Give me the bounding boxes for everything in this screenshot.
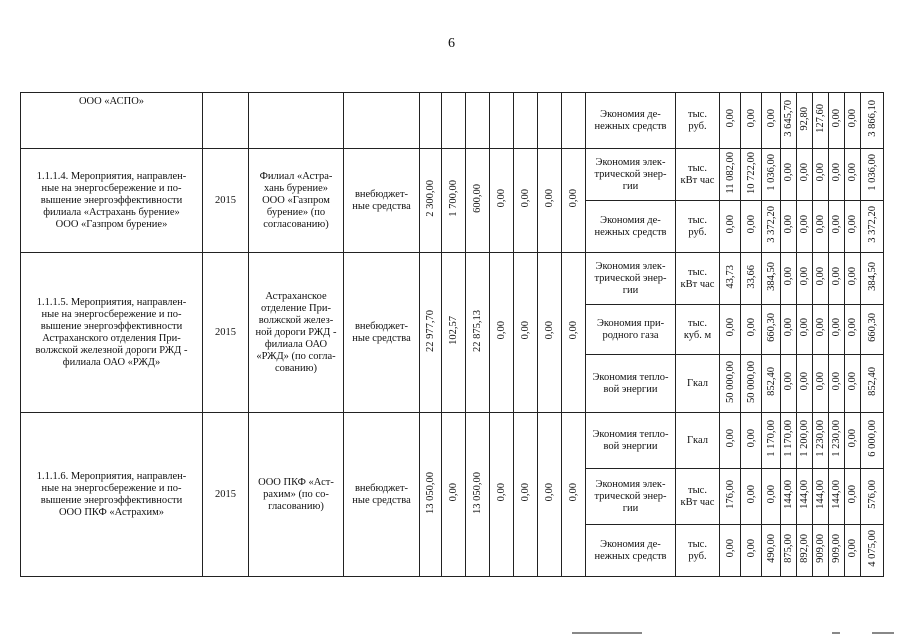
value-cell-text: 0,00 <box>831 267 842 286</box>
funding-cell <box>490 253 514 413</box>
value-cell <box>781 525 797 577</box>
indicator-cell: Экономия элек- трической энер- гии <box>586 469 676 525</box>
value-cell-text: 0,00 <box>724 109 736 128</box>
value-cell <box>845 305 861 355</box>
value-cell-text: 384,50 <box>866 262 878 291</box>
value-cell-text: 0,00 <box>783 372 794 391</box>
value-cell-text: 0,00 <box>724 318 736 337</box>
value-cell-text: 576,00 <box>866 480 878 509</box>
executor-cell: Филиал «Астра- хань бурение» ООО «Газпром бурение» (по согласованию) <box>249 149 344 253</box>
value-cell <box>813 253 829 305</box>
funding-cell <box>420 253 442 413</box>
value-cell-text: 50 000,00 <box>724 360 736 403</box>
value-cell-text: 0,00 <box>847 485 858 504</box>
funding-cell <box>420 413 442 577</box>
value-cell-text: 0,00 <box>847 429 858 448</box>
funding-cell <box>514 413 538 577</box>
value-cell-text: 92,80 <box>799 106 810 131</box>
value-cell <box>720 149 741 201</box>
value-cell-text: 1 230,00 <box>831 420 842 457</box>
value-cell-text: 1 230,00 <box>815 420 826 457</box>
value-cell <box>781 355 797 413</box>
indicator-cell: Экономия де- нежных средств <box>586 93 676 149</box>
value-cell <box>813 469 829 525</box>
indicator-cell: Экономия элек- трической энер- гии <box>586 253 676 305</box>
value-cell-text: 3 866,10 <box>866 100 878 137</box>
funding-cell <box>466 253 490 413</box>
value-cell-text: 1 036,00 <box>866 154 878 191</box>
value-cell-text: 0,00 <box>831 109 842 128</box>
executor-cell: Астраханское отделение При- волжской желез- ной дороги РЖД - филиала ОАО «РЖД» (по согла- сованию) <box>249 253 344 413</box>
value-cell <box>781 305 797 355</box>
value-cell <box>781 413 797 469</box>
value-cell <box>797 149 813 201</box>
value-cell <box>861 355 884 413</box>
value-cell <box>829 525 845 577</box>
value-cell <box>813 149 829 201</box>
value-cell <box>813 201 829 253</box>
value-cell-text: 909,00 <box>815 534 826 563</box>
value-cell <box>720 253 741 305</box>
value-cell-text: 909,00 <box>831 534 842 563</box>
value-cell-text: 0,00 <box>831 163 842 182</box>
source-cell <box>344 93 420 149</box>
funding-cell <box>466 93 490 149</box>
value-cell-text: 0,00 <box>831 215 842 234</box>
value-cell-text: 0,00 <box>847 318 858 337</box>
value-cell <box>781 149 797 201</box>
value-cell <box>781 93 797 149</box>
value-cell <box>813 355 829 413</box>
funding-cell <box>466 413 490 577</box>
value-cell <box>797 253 813 305</box>
action-cell: ООО «АСПО» <box>21 93 203 149</box>
value-cell <box>720 305 741 355</box>
value-cell-text: 0,00 <box>847 372 858 391</box>
unit-cell: Гкал <box>676 413 720 469</box>
value-cell-text: 852,40 <box>765 367 777 396</box>
value-cell <box>813 413 829 469</box>
funding-cell <box>538 149 562 253</box>
unit-cell: тыс. кВт час <box>676 149 720 201</box>
value-cell <box>797 355 813 413</box>
value-cell <box>720 525 741 577</box>
funding-cell <box>442 93 466 149</box>
value-cell <box>797 469 813 525</box>
value-cell <box>861 93 884 149</box>
value-cell <box>797 413 813 469</box>
value-cell <box>861 469 884 525</box>
value-cell <box>762 149 781 201</box>
value-cell-text: 0,00 <box>783 318 794 337</box>
funding-cell <box>466 149 490 253</box>
source-cell: внебюджет- ные средства <box>344 253 420 413</box>
value-cell <box>813 305 829 355</box>
funding-cell-text: 600,00 <box>472 184 483 213</box>
value-cell-text: 660,30 <box>765 313 777 342</box>
value-cell-text: 0,00 <box>815 318 826 337</box>
funding-cell-text: 13 050,00 <box>472 471 483 514</box>
value-cell-text: 4 075,00 <box>866 530 878 567</box>
value-cell-text: 144,00 <box>831 480 842 509</box>
value-cell <box>829 253 845 305</box>
value-cell-text: 11 082,00 <box>724 151 736 194</box>
funding-cell <box>562 149 586 253</box>
value-cell <box>762 93 781 149</box>
unit-cell: Гкал <box>676 355 720 413</box>
funding-cell-text: 0,00 <box>568 483 579 502</box>
indicator-cell: Экономия элек- трической энер- гии <box>586 149 676 201</box>
funding-cell-text: 0,00 <box>496 321 507 340</box>
value-cell-text: 0,00 <box>815 267 826 286</box>
unit-cell: тыс. кВт час <box>676 469 720 525</box>
value-cell-text: 384,50 <box>765 262 777 291</box>
value-cell <box>781 201 797 253</box>
value-cell <box>797 525 813 577</box>
value-cell-text: 176,00 <box>724 480 736 509</box>
funding-cell <box>538 253 562 413</box>
value-cell-text: 0,00 <box>745 215 757 234</box>
value-cell-text: 892,00 <box>799 534 810 563</box>
table-row <box>21 413 884 469</box>
value-cell-text: 0,00 <box>815 372 826 391</box>
value-cell-text: 490,00 <box>765 534 777 563</box>
executor-cell <box>249 93 344 149</box>
value-cell-text: 0,00 <box>847 109 858 128</box>
indicator-cell: Экономия тепло- вой энергии <box>586 413 676 469</box>
value-cell <box>762 525 781 577</box>
source-cell: внебюджет- ные средства <box>344 149 420 253</box>
value-cell <box>797 93 813 149</box>
funding-cell-text: 0,00 <box>544 483 555 502</box>
value-cell <box>829 149 845 201</box>
value-cell-text: 0,00 <box>799 163 810 182</box>
unit-cell: тыс. руб. <box>676 93 720 149</box>
value-cell <box>762 253 781 305</box>
value-cell <box>741 149 762 201</box>
action-cell: 1.1.1.6. Мероприятия, направлен- ные на энергосбережение и по- вышение энергоэффективности ООО ПКФ «Астрахим» <box>21 413 203 577</box>
value-cell-text: 0,00 <box>783 267 794 286</box>
value-cell <box>845 525 861 577</box>
value-cell <box>861 149 884 201</box>
funding-cell <box>490 413 514 577</box>
funding-cell-text: 0,00 <box>568 189 579 208</box>
funding-cell <box>514 93 538 149</box>
value-cell-text: 0,00 <box>831 318 842 337</box>
value-cell-text: 0,00 <box>831 372 842 391</box>
value-cell-text: 3 372,20 <box>765 206 777 243</box>
unit-cell: тыс. кВт час <box>676 253 720 305</box>
unit-cell: тыс. руб. <box>676 201 720 253</box>
value-cell <box>845 93 861 149</box>
value-cell-text: 660,30 <box>866 313 878 342</box>
value-cell-text: 0,00 <box>765 109 777 128</box>
value-cell <box>720 413 741 469</box>
value-cell <box>861 525 884 577</box>
value-cell <box>797 201 813 253</box>
value-cell <box>861 253 884 305</box>
value-cell-text: 10 722,00 <box>745 151 757 194</box>
value-cell-text: 0,00 <box>783 163 794 182</box>
value-cell-text: 0,00 <box>847 267 858 286</box>
scan-artifact <box>572 632 642 634</box>
value-cell-text: 0,00 <box>815 215 826 234</box>
value-cell <box>829 305 845 355</box>
value-cell <box>741 525 762 577</box>
value-cell <box>762 305 781 355</box>
value-cell <box>741 469 762 525</box>
value-cell <box>797 305 813 355</box>
value-cell <box>861 201 884 253</box>
value-cell <box>741 201 762 253</box>
value-cell <box>813 93 829 149</box>
value-cell-text: 3 372,20 <box>866 206 878 243</box>
value-cell-text: 50 000,00 <box>745 360 757 403</box>
program-table <box>20 92 884 577</box>
year-cell: 2015 <box>203 413 249 577</box>
year-cell: 2015 <box>203 253 249 413</box>
unit-cell: тыс. куб. м <box>676 305 720 355</box>
funding-cell-text: 0,00 <box>448 483 459 502</box>
funding-cell-text: 0,00 <box>520 483 531 502</box>
value-cell <box>720 355 741 413</box>
value-cell-text: 0,00 <box>815 163 826 182</box>
action-cell: 1.1.1.5. Мероприятия, направлен- ные на энергосбережение и по- вышение энергоэффективности Астраханского отделения При- волжской железной дороги РЖД - филиала ОАО «РЖД» <box>21 253 203 413</box>
value-cell-text: 0,00 <box>724 429 736 448</box>
unit-cell: тыс. руб. <box>676 525 720 577</box>
executor-cell: ООО ПКФ «Аст- рахим» (по со- гласованию) <box>249 413 344 577</box>
funding-cell <box>490 93 514 149</box>
funding-cell-text: 0,00 <box>520 321 531 340</box>
scan-artifact <box>832 632 840 634</box>
value-cell <box>829 201 845 253</box>
value-cell <box>829 355 845 413</box>
funding-cell <box>514 149 538 253</box>
value-cell <box>762 355 781 413</box>
funding-cell-text: 0,00 <box>496 189 507 208</box>
funding-cell <box>420 93 442 149</box>
value-cell-text: 0,00 <box>847 215 858 234</box>
value-cell-text: 0,00 <box>724 215 736 234</box>
funding-cell-text: 0,00 <box>544 321 555 340</box>
value-cell-text: 0,00 <box>745 318 757 337</box>
value-cell <box>845 469 861 525</box>
value-cell <box>845 201 861 253</box>
value-cell <box>720 469 741 525</box>
funding-cell-text: 0,00 <box>496 483 507 502</box>
funding-cell <box>562 93 586 149</box>
value-cell <box>845 355 861 413</box>
value-cell <box>845 413 861 469</box>
page-number: 6 <box>448 36 455 51</box>
table-row <box>21 253 884 305</box>
funding-cell <box>442 413 466 577</box>
year-cell: 2015 <box>203 149 249 253</box>
value-cell <box>861 413 884 469</box>
value-cell <box>781 253 797 305</box>
value-cell <box>720 201 741 253</box>
value-cell-text: 0,00 <box>724 539 736 558</box>
value-cell-text: 0,00 <box>799 267 810 286</box>
funding-cell-text: 0,00 <box>544 189 555 208</box>
value-cell-text: 0,00 <box>847 539 858 558</box>
indicator-cell: Экономия де- нежных средств <box>586 201 676 253</box>
value-cell-text: 1 036,00 <box>765 154 777 191</box>
value-cell <box>762 469 781 525</box>
value-cell-text: 127,60 <box>815 104 826 133</box>
value-cell <box>845 253 861 305</box>
value-cell-text: 144,00 <box>799 480 810 509</box>
scan-artifact <box>872 632 894 634</box>
value-cell-text: 0,00 <box>783 215 794 234</box>
funding-cell-text: 1 700,00 <box>448 180 459 217</box>
indicator-cell: Экономия при- родного газа <box>586 305 676 355</box>
value-cell-text: 144,00 <box>815 480 826 509</box>
value-cell-text: 1 170,00 <box>783 420 794 457</box>
value-cell <box>741 253 762 305</box>
funding-cell <box>442 149 466 253</box>
funding-cell <box>420 149 442 253</box>
value-cell <box>813 525 829 577</box>
funding-cell <box>562 413 586 577</box>
value-cell <box>829 413 845 469</box>
value-cell-text: 33,66 <box>745 264 757 289</box>
funding-cell <box>442 253 466 413</box>
value-cell <box>845 149 861 201</box>
value-cell-text: 0,00 <box>799 215 810 234</box>
table-row <box>21 93 884 149</box>
source-cell: внебюджет- ные средства <box>344 413 420 577</box>
indicator-cell: Экономия де- нежных средств <box>586 525 676 577</box>
value-cell-text: 0,00 <box>745 109 757 128</box>
funding-cell-text: 2 300,00 <box>425 180 436 217</box>
value-cell <box>741 355 762 413</box>
value-cell <box>741 305 762 355</box>
funding-cell <box>562 253 586 413</box>
funding-cell <box>538 93 562 149</box>
value-cell-text: 0,00 <box>745 485 757 504</box>
value-cell-text: 144,00 <box>783 480 794 509</box>
value-cell <box>829 469 845 525</box>
value-cell-text: 875,00 <box>783 534 794 563</box>
value-cell-text: 0,00 <box>765 485 777 504</box>
funding-cell-text: 22 977,70 <box>425 309 436 352</box>
value-cell <box>720 93 741 149</box>
value-cell-text: 0,00 <box>799 372 810 391</box>
value-cell-text: 852,40 <box>866 367 878 396</box>
funding-cell-text: 102,57 <box>448 316 459 345</box>
value-cell <box>781 469 797 525</box>
value-cell <box>741 93 762 149</box>
value-cell <box>762 413 781 469</box>
year-cell <box>203 93 249 149</box>
value-cell <box>829 93 845 149</box>
value-cell-text: 0,00 <box>799 318 810 337</box>
action-cell: 1.1.1.4. Мероприятия, направлен- ные на энергосбережение и по- вышение энергоэффективности филиала «Астрахань бурение» ООО «Газпром бурение» <box>21 149 203 253</box>
value-cell-text: 0,00 <box>745 429 757 448</box>
table-row <box>21 149 884 201</box>
funding-cell-text: 0,00 <box>568 321 579 340</box>
value-cell-text: 0,00 <box>847 163 858 182</box>
funding-cell-text: 0,00 <box>520 189 531 208</box>
value-cell-text: 43,73 <box>724 264 736 289</box>
value-cell-text: 0,00 <box>745 539 757 558</box>
value-cell <box>762 201 781 253</box>
funding-cell <box>538 413 562 577</box>
funding-cell <box>490 149 514 253</box>
funding-cell-text: 13 050,00 <box>425 471 436 514</box>
value-cell <box>741 413 762 469</box>
value-cell-text: 1 200,00 <box>799 420 810 457</box>
funding-cell-text: 22 875,13 <box>472 309 483 352</box>
value-cell <box>861 305 884 355</box>
value-cell-text: 6 000,00 <box>866 420 878 457</box>
funding-cell <box>514 253 538 413</box>
value-cell-text: 3 645,70 <box>783 100 794 137</box>
indicator-cell: Экономия тепло- вой энергии <box>586 355 676 413</box>
value-cell-text: 1 170,00 <box>765 420 777 457</box>
